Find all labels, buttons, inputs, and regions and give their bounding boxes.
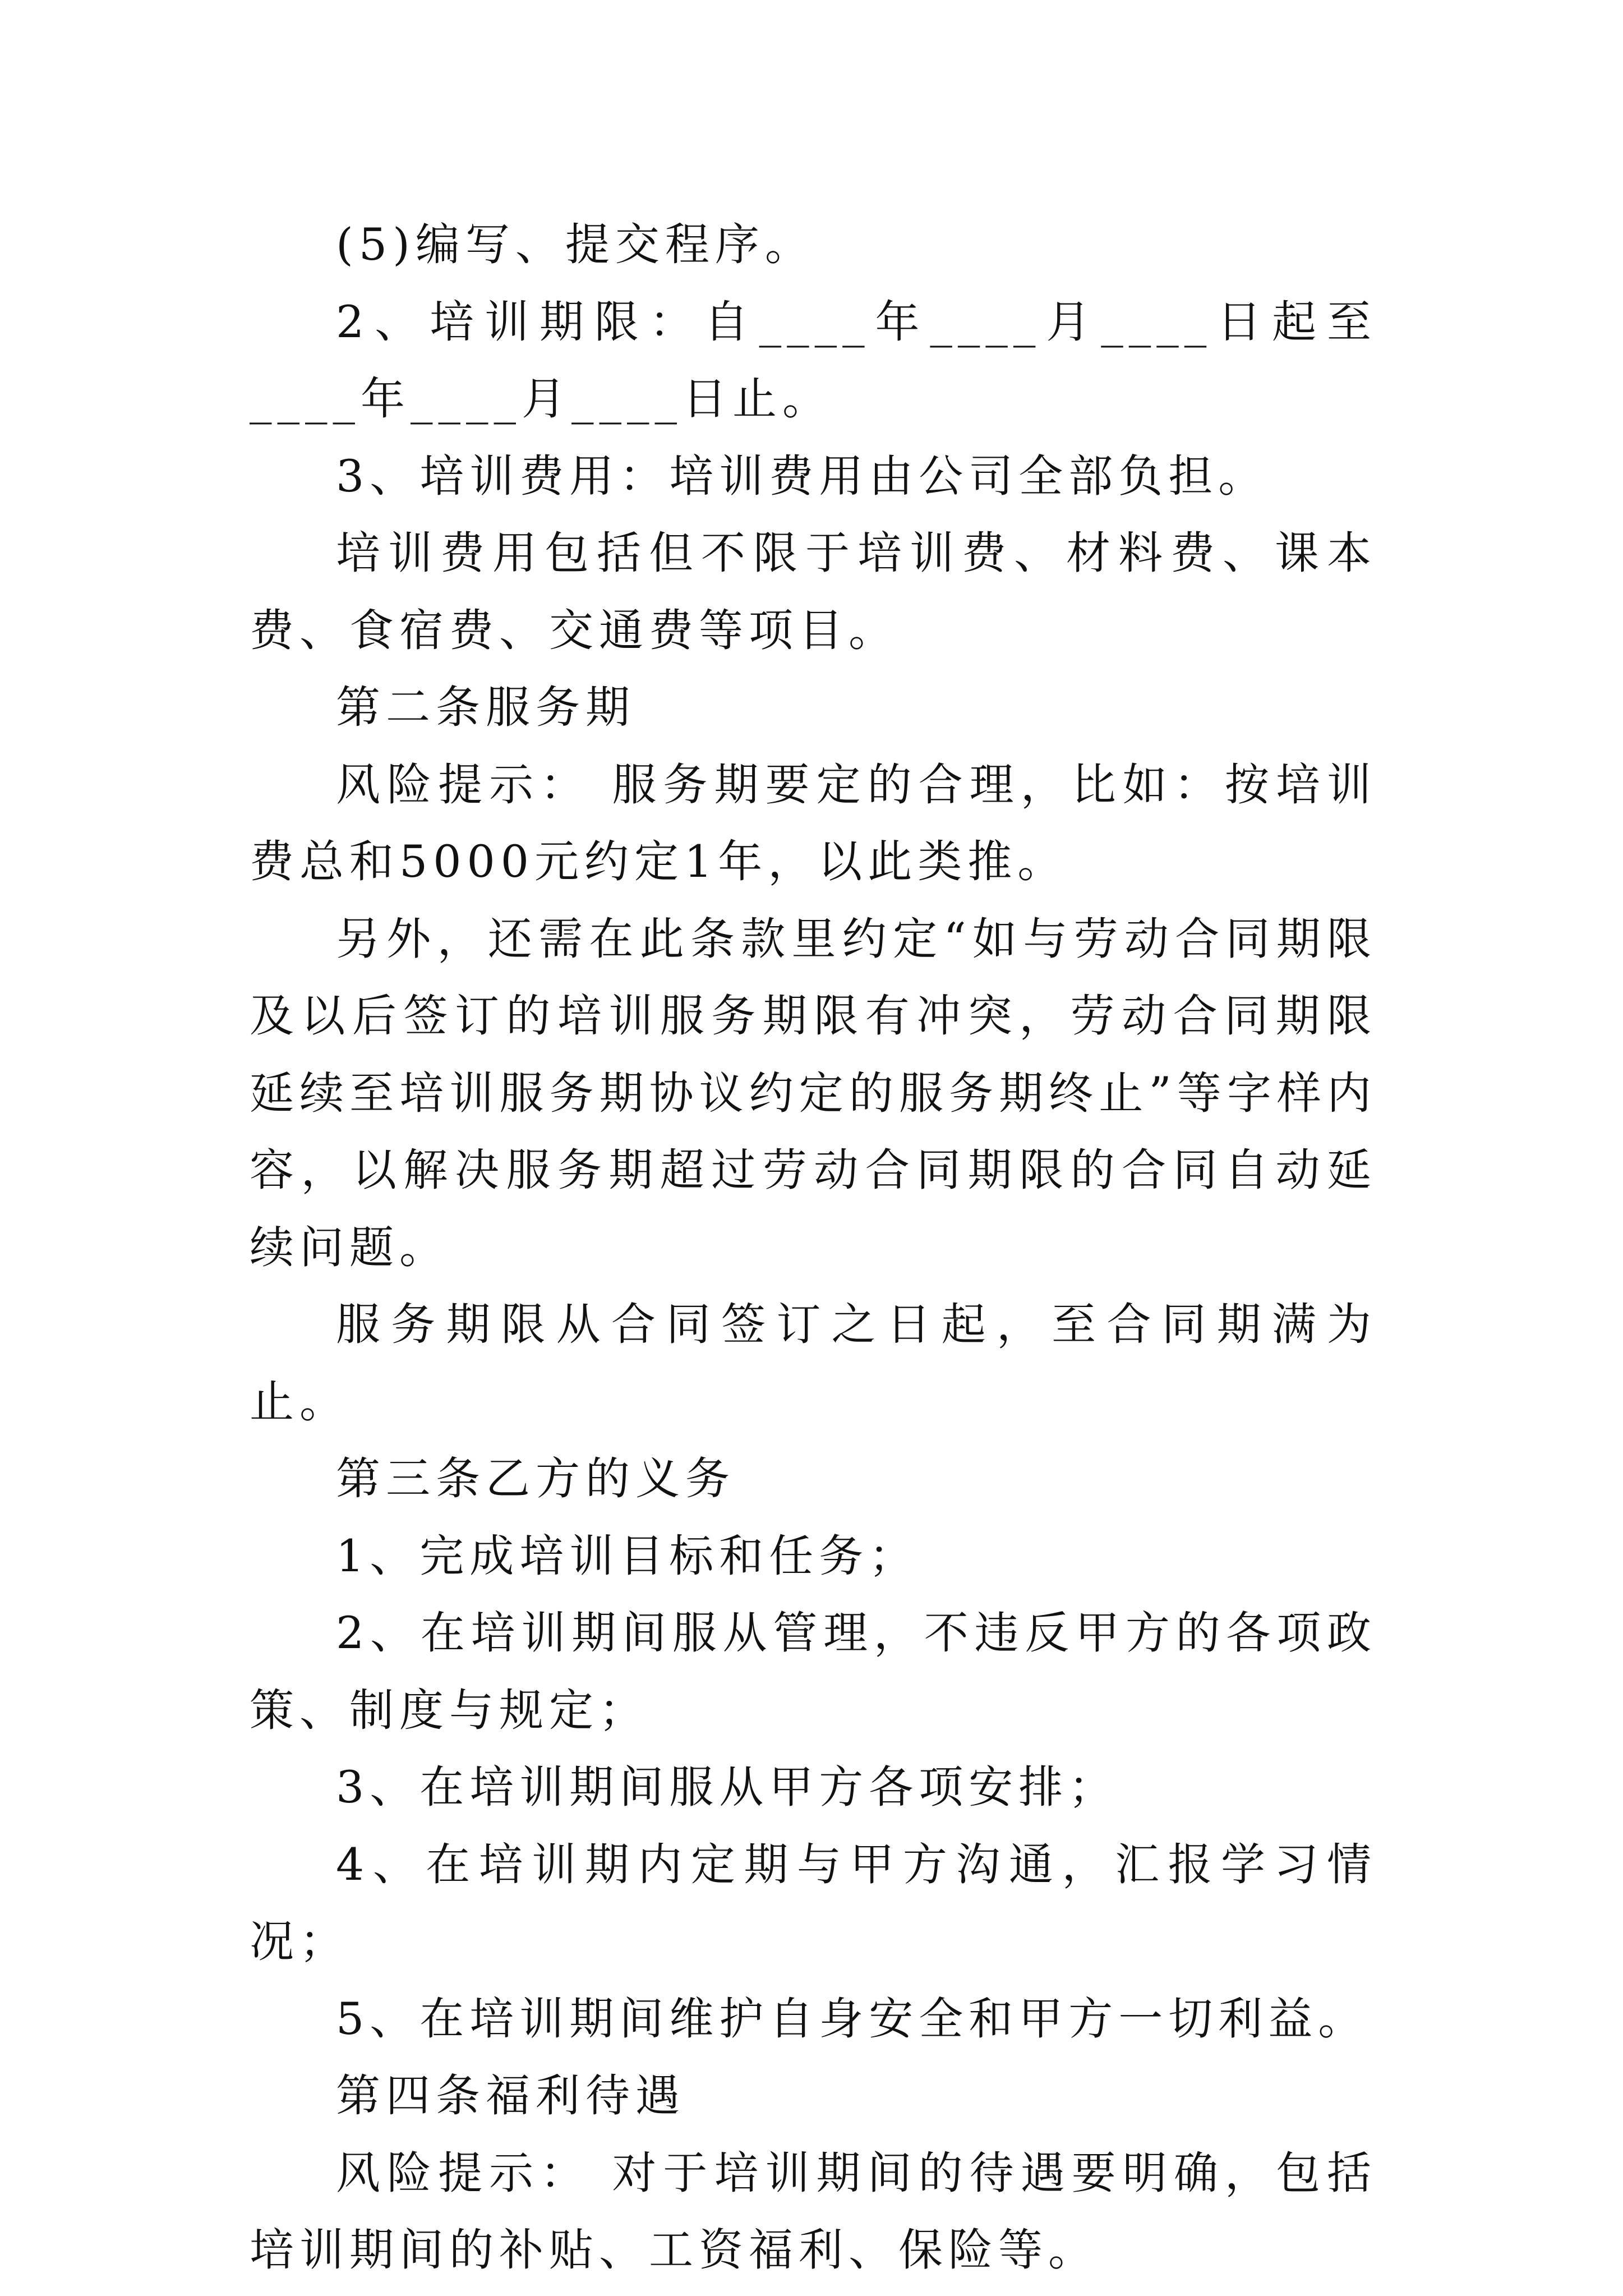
list-item-obligation-1: 1、完成培训目标和任务； [336,1530,919,1582]
section-heading-party-b-obligations: 第三条乙方的义务 [336,1453,735,1504]
paragraph-training-cost: 3、培训费用：培训费用由公司全部负担。 [336,450,1269,502]
paragraph-training-period: 2、培训期限：自____年____月____日起至____年____月____日止。 [250,296,1377,425]
paragraph-risk-tip-benefits: 风险提示： 对于培训期间的待遇要明确，包括培训期间的补贴、工资福利、保险等。 [250,2147,1377,2276]
document-body [250,206,1377,2289]
paragraph-extension-clause: 另外，还需在此条款里约定“如与劳动合同期限及以后签订的培训服务期限有冲突，劳动合同期限延续至培训服务期协议约定的服务期终止”等字样内容，以解决服务期超过劳动合同期限的合同自动延续问题。 [250,913,1377,1273]
section-heading-benefits: 第四条福利待遇 [336,2070,685,2122]
section-heading-service-period: 第二条服务期 [336,682,635,733]
list-item-obligation-2: 2、在培训期间服从管理，不违反甲方的各项政策、制度与规定； [250,1607,1377,1736]
list-item-obligation-3: 3、在培训期间服从甲方各项安排； [336,1761,1119,1813]
list-item-obligation-4: 4、在培训期内定期与甲方沟通，汇报学习情况； [250,1838,1377,1967]
paragraph-cost-scope: 培训费用包括但不限于培训费、材料费、课本费、食宿费、交通费等项目。 [250,527,1377,656]
paragraph-risk-tip-service: 风险提示： 服务期要定的合理，比如：按培训费总和5000元约定1年，以此类推。 [250,758,1377,887]
paragraph-service-term: 服务期限从合同签订之日起，至合同期满为止。 [250,1299,1377,1428]
list-item-obligation-5: 5、在培训期间维护自身安全和甲方一切利益。 [336,1993,1368,2045]
paragraph-item-5: (5)编写、提交程序。 [336,219,815,270]
